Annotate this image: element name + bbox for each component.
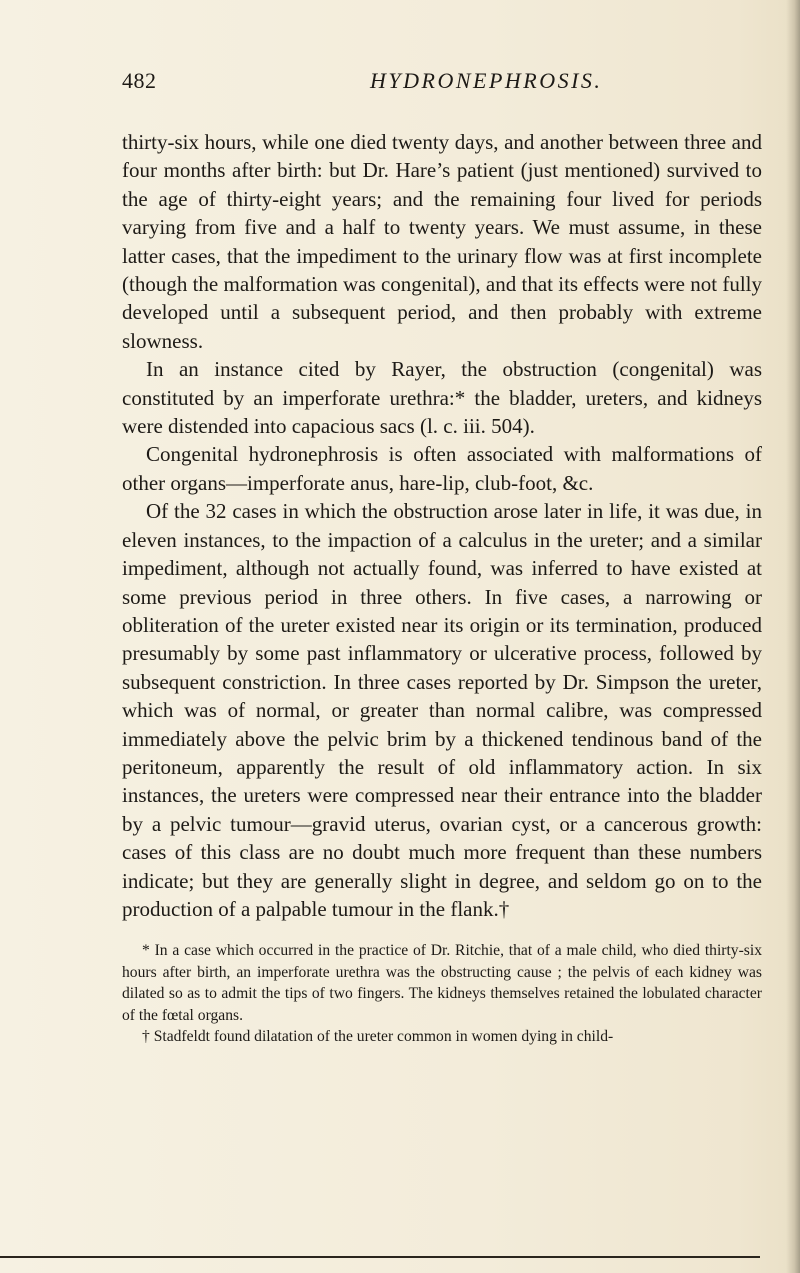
paragraph-continuation: thirty-six hours, while one died twenty days, and another between three and four months after birth: but Dr. Hare’s patient (just mentioned) survived to the age of thirty-eight years; and the remaining four lived for periods varying from five and a half to twenty years. We must assume, in these latter cases, that the impediment to the urinary flow was at first incomplete (though the malformation was congenital), and that its effects were not fully developed until a subsequent period, and then probably with extreme slowness. (122, 130, 762, 353)
paragraph-rayer: In an instance cited by Rayer, the obstruction (congenital) was constituted by an imperforate urethra:* the bladder, ureters, and kidneys were distended into capacious sacs (l. c. iii. 504). (122, 357, 762, 439)
footnote-dagger: † Stadfeldt found dilatation of the ureter common in women dying in child- (142, 1028, 614, 1046)
page-number: 482 (122, 68, 157, 93)
page-edge-shadow (786, 0, 800, 1273)
paragraph-32-cases: Of the 32 cases in which the obstruction arose later in life, it was due, in eleven instances, to the impaction of a calculus in the ureter; and a similar impediment, although not actually found, was inferred to have existed at some previous period in three others. In five cases, a narrowing or obliteration of the ureter existed near its origin or its termination, produced presumably by some past inflammatory or ulcerative process, followed by subsequent constriction. In three cases reported by Dr. Simpson the ureter, which was of normal, or greater than normal calibre, was compressed immediately above the pelvic brim by a thickened tendinous band of the peritoneum, apparently the result of old inflammatory action. In six instances, the ureters were compressed near their entrance into the bladder by a pelvic tumour—gravid uterus, ovarian cyst, or a cancerous growth: cases of this class are no doubt much more frequent than these numbers indicate; but they are generally slight in degree, and seldom go on to the production of a palpable tumour in the flank.† (122, 499, 762, 921)
page-header (122, 68, 762, 104)
footnotes (122, 940, 762, 1048)
running-title: HYDRONEPHROSIS. (370, 68, 603, 93)
bottom-edge-line (0, 1256, 760, 1258)
body-text (122, 128, 762, 923)
paragraph-congenital: Congenital hydronephrosis is often associated with malformations of other organs—imperforate anus, hare-lip, club-foot, &c. (122, 442, 762, 495)
footnote-asterisk: * In a case which occurred in the practice of Dr. Ritchie, that of a male child, who died thirty-six hours after birth, an imperforate urethra was the obstructing cause ; the pelvis of each kidney was dilated so as to admit the tips of two fingers. The kidneys themselves retained the lobulated character of the fœtal organs. (122, 942, 762, 1024)
